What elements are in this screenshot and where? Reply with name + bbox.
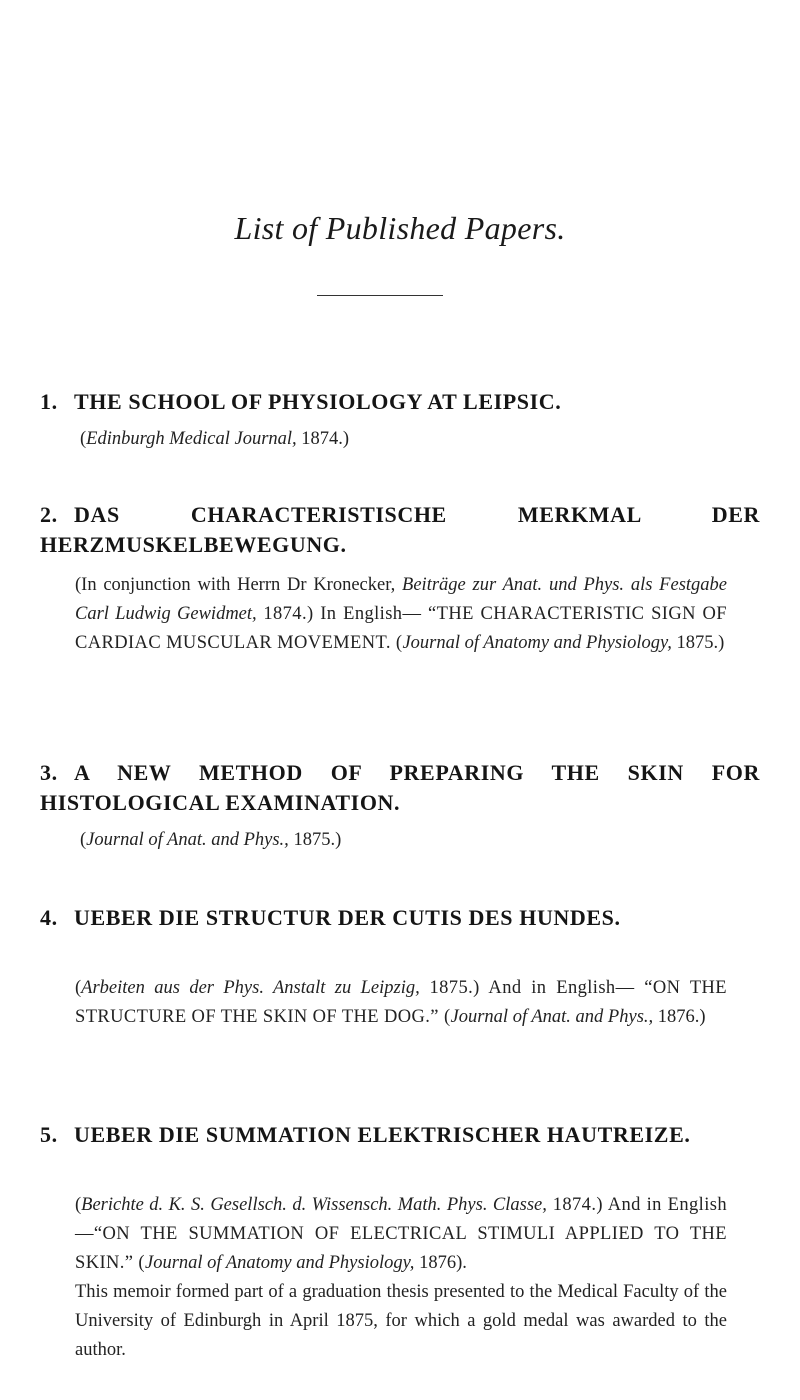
entry-title: UEBER DIE SUMMATION ELEKTRISCHER HAUTREIZE. [74, 1122, 691, 1147]
entry-title: THE SCHOOL OF PHYSIOLOGY AT LEIPSIC. [74, 389, 562, 414]
entry-heading [40, 903, 760, 933]
entry-citation: (Arbeiten aus der Phys. Anstalt zu Leipzig, 1875.) And in English— “ON THE STRUCTURE OF THE SKIN OF THE DOG.” (Journal of Anat. and Phys., 1876.) [75, 978, 727, 1027]
entry-citation: (Edinburgh Medical Journal, 1874.) [80, 429, 350, 449]
entry-title: UEBER DIE STRUCTUR DER CUTIS DES HUNDES. [74, 905, 621, 930]
entry-number: 4. [40, 905, 58, 930]
title-divider [317, 295, 443, 296]
entry-number: 2. [40, 502, 58, 527]
entry-citation: (In conjunction with Herrn Dr Kronecker, Beiträge zur Anat. und Phys. als Festgabe Carl Ludwig Gewidmet, 1874.) In English— “THE CHARACTERISTIC SIGN OF CARDIAC MUSCULAR MOVEMENT. (Journal of Anatomy and Physiology, 1875.) [75, 575, 727, 653]
journal-name: Journal of Anat. and Phys., [86, 830, 289, 850]
journal-name: Arbeiten aus der Phys. Anstalt zu Leipzig, [81, 978, 420, 998]
journal-name: Beiträge zur Anat. und Phys. als Festgabe Carl Ludwig Gewidmet, [75, 575, 727, 624]
entry-number: 1. [40, 389, 58, 414]
journal-name: Journal of Anatomy and Physiology, [402, 633, 672, 653]
entry-heading [40, 758, 760, 818]
entry-title: DAS CHARACTERISTISCHE MERKMAL DER HERZMUSKELBEWEGUNG. [40, 502, 760, 557]
page-title: List of Published Papers. [234, 210, 566, 246]
journal-name: Journal of Anatomy and Physiology, [145, 1253, 415, 1273]
entry-number: 5. [40, 1122, 58, 1147]
entry-heading [40, 500, 760, 560]
entry-citation: (Berichte d. K. S. Gesellsch. d. Wissensch. Math. Phys. Classe, 1874.) And in English—“ON THE SUMMATION OF ELECTRICAL STIMULI APPLIED TO THE SKIN.” (Journal of Anatomy and Physiology, 1876). This memoir formed part of a graduation thesis presented to the Medical Faculty of the University of Edinburgh in April 1875, for which a gold medal was awarded to the author. [75, 1191, 727, 1365]
journal-name: Edinburgh Medical Journal, [86, 429, 297, 449]
entry-number: 3. [40, 760, 58, 785]
entry-heading [40, 1120, 760, 1150]
entry-note: This memoir formed part of a graduation thesis presented to the Medical Faculty of the University of Edinburgh in April 1875, for which a gold medal was awarded to the author. [75, 1282, 727, 1360]
entry-citation: (Journal of Anat. and Phys., 1875.) [80, 830, 342, 850]
journal-name: Journal of Anat. and Phys., [450, 1007, 654, 1027]
entry-heading [40, 387, 760, 417]
journal-name: Berichte d. K. S. Gesellsch. d. Wissensch. Math. Phys. Classe, [81, 1195, 547, 1215]
entry-title: A NEW METHOD OF PREPARING THE SKIN FOR HISTOLOGICAL EXAMINATION. [40, 760, 760, 815]
